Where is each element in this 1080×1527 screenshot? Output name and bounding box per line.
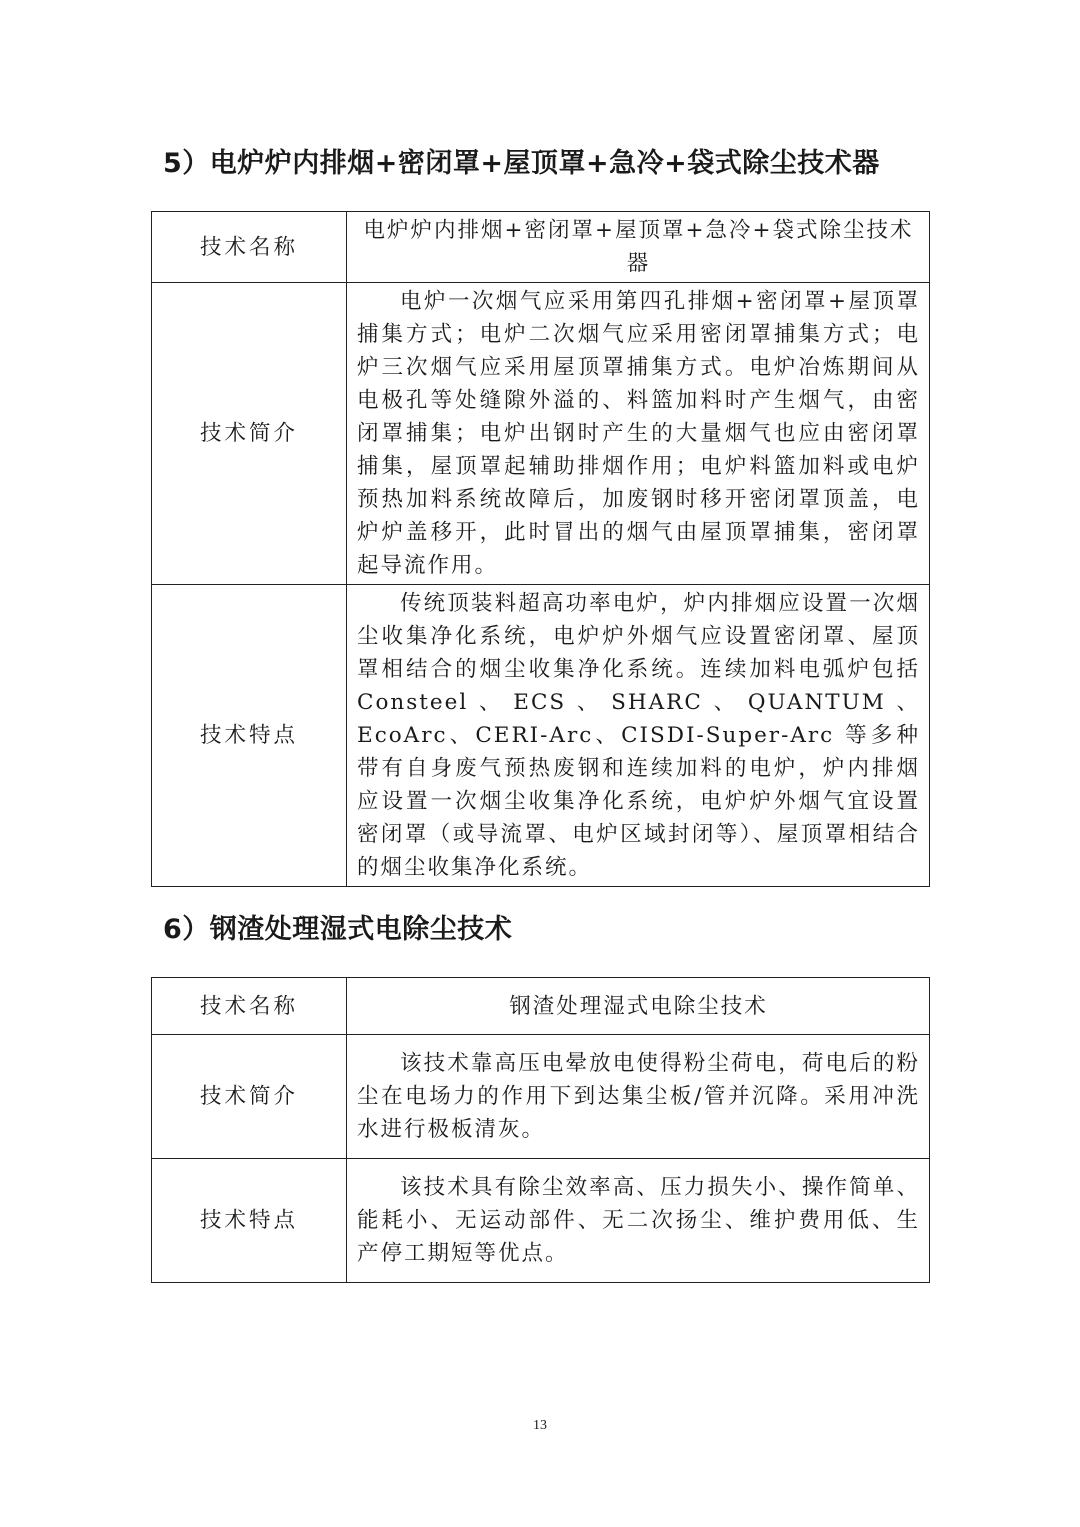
- row-label: 技术简介: [152, 1035, 347, 1159]
- section-6-table: [151, 977, 930, 1283]
- introduction-text: 该技术靠高压电晕放电使得粉尘荷电，荷电后的粉尘在电场力的作用下到达集尘板/管并沉降。采用冲洗水进行极板清灰。: [357, 1051, 920, 1142]
- row-label: 技术名称: [152, 978, 347, 1035]
- table-row: [152, 283, 930, 585]
- table-row: [152, 212, 930, 283]
- features-text: 传统顶装料超高功率电炉，炉内排烟应设置一次烟尘收集净化系统，电炉炉外烟气应设置密闭罩、屋顶罩相结合的烟尘收集净化系统。连续加料电弧炉包括 Consteel、ECS、SHARC、QUANTUM、EcoArc、CERI-Arc、CISDI-Super-Arc 等多种带有自身废气预热废钢和连续加料的电炉，炉内排烟应设置一次烟尘收集净化系统，电炉炉外烟气宜设置密闭罩（或导流罩、电炉区域封闭等）、屋顶罩相结合的烟尘收集净化系统。: [357, 591, 920, 880]
- technology-name: 电炉炉内排烟+密闭罩+屋顶罩+急冷+袋式除尘技术器: [347, 212, 930, 283]
- row-label: 技术名称: [152, 212, 347, 283]
- table-row: [152, 585, 930, 887]
- technology-introduction: [347, 1035, 930, 1159]
- row-label: 技术简介: [152, 283, 347, 585]
- technology-name: 钢渣处理湿式电除尘技术: [347, 978, 930, 1035]
- technology-features: [347, 585, 930, 887]
- introduction-text: 电炉一次烟气应采用第四孔排烟+密闭罩+屋顶罩捕集方式；电炉二次烟气应采用密闭罩捕集方式；电炉三次烟气应采用屋顶罩捕集方式。电炉冶炼期间从电极孔等处缝隙外溢的、料篮加料时产生烟气，由密闭罩捕集；电炉出钢时产生的大量烟气也应由密闭罩捕集，屋顶罩起辅助排烟作用；电炉料篮加料或电炉预热加料系统故障后，加废钢时移开密闭罩顶盖，电炉炉盖移开，此时冒出的烟气由屋顶罩捕集，密闭罩起导流作用。: [357, 289, 920, 578]
- row-label: 技术特点: [152, 585, 347, 887]
- features-text: 该技术具有除尘效率高、压力损失小、操作简单、能耗小、无运动部件、无二次扬尘、维护费用低、生产停工期短等优点。: [357, 1175, 920, 1266]
- technology-introduction: [347, 283, 930, 585]
- section-6-heading: 6）钢渣处理湿式电除尘技术: [163, 914, 513, 945]
- section-5-heading: 5）电炉炉内排烟+密闭罩+屋顶罩+急冷+袋式除尘技术器: [163, 148, 880, 179]
- technology-features: [347, 1159, 930, 1283]
- table-row: [152, 978, 930, 1035]
- page-number: 13: [533, 1418, 547, 1433]
- section-5-table: [151, 211, 930, 887]
- table-row: [152, 1035, 930, 1159]
- table-row: [152, 1159, 930, 1283]
- row-label: 技术特点: [152, 1159, 347, 1283]
